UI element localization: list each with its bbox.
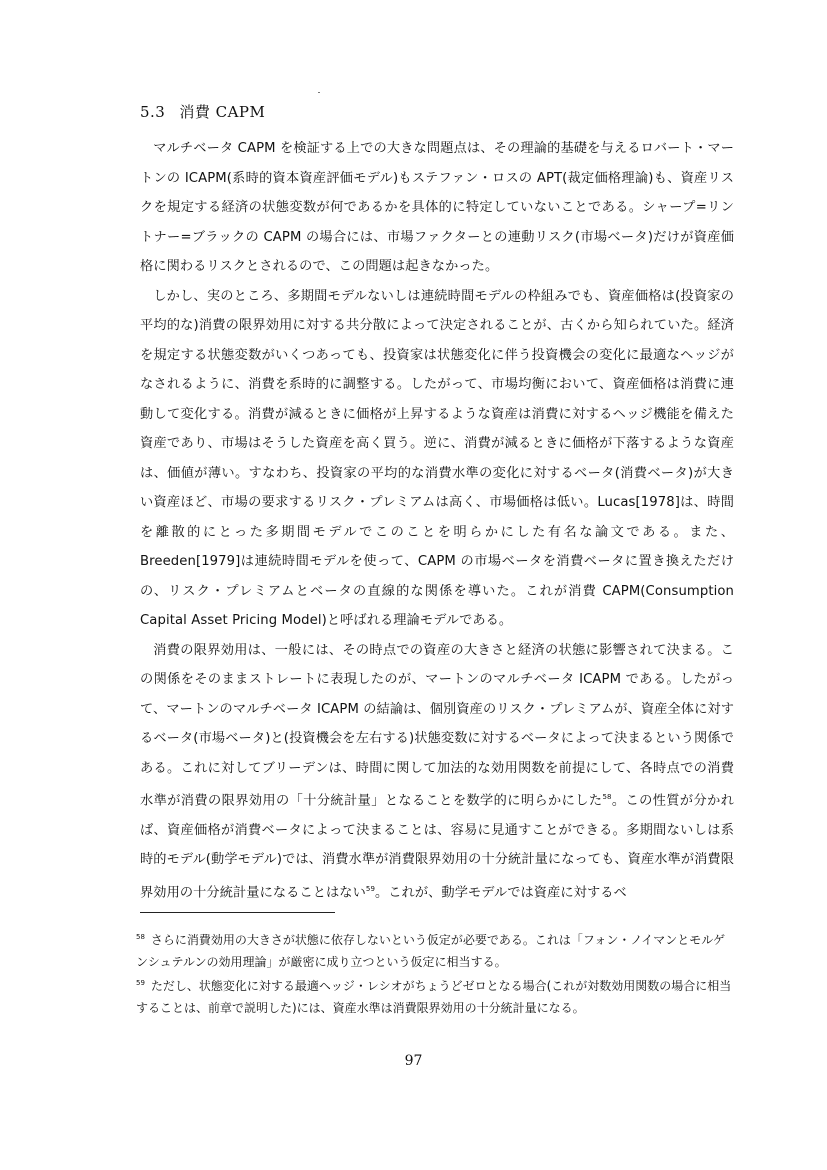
page-number: 97 [404,1053,423,1069]
footnote-58 [136,927,736,973]
paragraph-3-part-c: 。これが、動学モデルでは資産に対するベ [375,885,627,901]
paragraph-3 [140,636,734,908]
footnote-ref-59: 59 [365,884,375,893]
footnote-text: ただし、状態変化に対する最適ヘッジ・レシオがちょうどゼロとなる場合(これが対数効用関数の場合に相当することは、前章で説明した)には、資産水準は消費限界効用の十分統計量になる。 [136,979,732,1015]
footnote-text: さらに消費効用の大きさが状態に依存しないという仮定が必要である。これは「フォン・ノイマンとモルゲンシュテルンの効用理論」が厳密に成り立つという仮定に相当する。 [136,933,726,969]
paragraph-3-part-b: 。この性質が分かれば、資産価格が消費ベータによって決まることは、容易に見通すことができる。多期間ないしは系時的モデル(動学モデル)では、消費水準が消費限界効用の十分統計量になっても、資産水準が消費限界効用の十分統計量になることはない [140,793,734,901]
footnote-59 [136,973,736,1019]
section-title: 消費 CAPM [179,103,266,121]
section-number: 5.3 [140,103,166,121]
paragraph-2: しかし、実のところ、多期間モデルないしは連続時間モデルの枠組みでも、資産価格は(投資家の平均的な)消費の限界効用に対する共分散によって決定されることが、古くから知られていた。経済を規定する状態変数がいくつあっても、投資家は状態変化に伴う投資機会の変化に最適なヘッジがなされるように、消費を系時的に調整する。したがって、市場均衡において、資産価格は消費に連動して変化する。消費が減るときに価格が上昇するような資産は消費に対するヘッジ機能を備えた資産であり、市場はそうした資産を高く買う。逆に、消費が減るときに価格が下落するような資産は、価値が薄い。すなわち、投資家の平均的な消費水準の変化に対するベータ(消費ベータ)が大きい資産ほど、市場の要求するリスク・プレミアムは高く、市場価格は低い。Lucas[1978]は、時間を離散的にとった多期間モデルでこのことを明らかにした有名な論文である。また、Breeden[1979]は連続時間モデルを使って、CAPM の市場ベータを消費ベータに置き換えただけの、リスク・プレミアムとベータの直線的な関係を導いた。これが消費 CAPM(Consumption Capital Asset Pricing Model)と呼ばれる理論モデルである。 [140,288,734,628]
footnote-mark: 59 [136,979,145,987]
footnote-ref-58: 58 [602,793,612,801]
scan-speck [318,92,320,93]
paragraph-3-part-a: 消費の限界効用は、一般には、その時点での資産の大きさと経済の状態に影響されて決まる。この関係をそのままストレートに表現したのが、マートンのマルチベータ ICAPM である。したがって、マートンのマルチベータ ICAPM の結論は、個別資産のリスク・プレミアムが、資産全体に対するベータ(市場ベータ)と(投資機会を左右する)状態変数に対するベータによって決まるという関係である。これに対してブリーデンは、時間に関して加法的な効用関数を前提にして、各時点での消費水準が消費の限界効用の「十分統計量」となることを数学的に明らかにした [140,642,734,809]
footnote-mark: 58 [136,933,145,941]
footnote-divider [140,912,335,913]
body-text [140,134,734,908]
footnotes [136,927,736,1019]
section-heading [140,101,265,123]
paragraph-1: マルチベータ CAPM を検証する上での大きな問題点は、その理論的基礎を与えるロバート・マートンの ICAPM(系時的資本資産評価モデル)もステファン・ロスの APT(裁定価格理論)も、資産リスクを規定する経済の状態変数が何であるかを具体的に特定していないことである。シャープ=リントナー=ブラックの CAPM の場合には、市場ファクターとの連動リスク(市場ベータ)だけが資産価格に関わるリスクとされるので、この問題は起きなかった。 [140,141,734,274]
